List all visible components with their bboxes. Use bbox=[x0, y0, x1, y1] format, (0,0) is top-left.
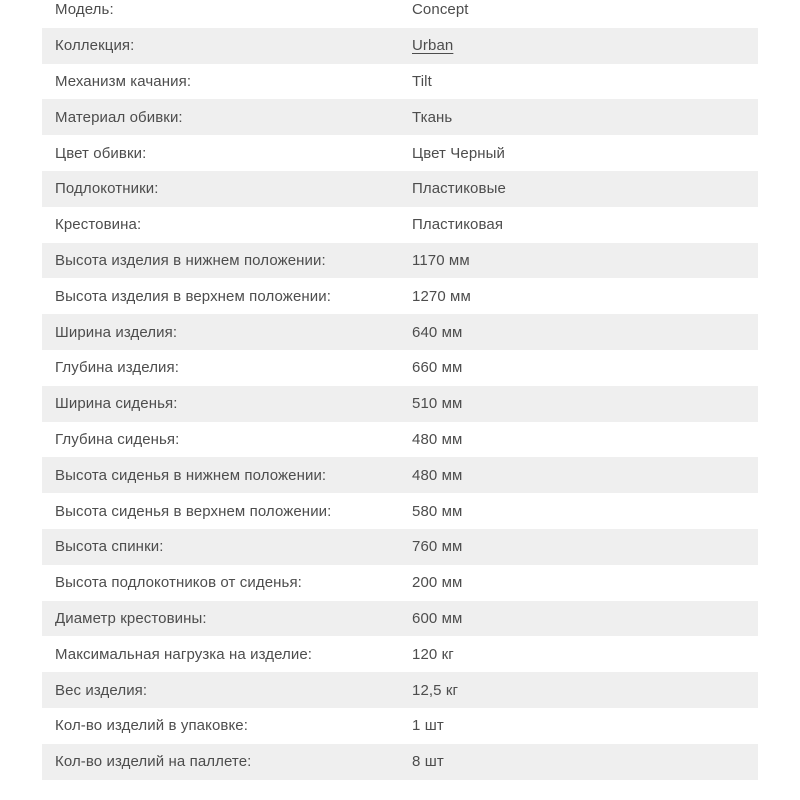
spec-label: Высота сиденья в верхнем положении: bbox=[55, 502, 332, 520]
table-row bbox=[42, 636, 758, 672]
spec-label: Крестовина: bbox=[55, 216, 142, 234]
table-row bbox=[42, 28, 758, 64]
spec-label: Материал обивки: bbox=[55, 108, 183, 126]
spec-label: Высота подлокотников от сиденья: bbox=[55, 574, 302, 592]
table-row bbox=[42, 99, 758, 135]
spec-value: 200 мм bbox=[412, 574, 463, 592]
table-row bbox=[42, 278, 758, 314]
spec-label: Высота сиденья в нижнем положении: bbox=[55, 466, 327, 484]
table-row bbox=[42, 386, 758, 422]
table-row bbox=[42, 314, 758, 350]
table-row bbox=[42, 135, 758, 171]
spec-value: 480 мм bbox=[412, 466, 463, 484]
spec-value: 120 кг bbox=[412, 645, 454, 663]
spec-label: Кол-во изделий на паллете: bbox=[55, 753, 252, 771]
spec-label: Высота изделия в нижнем положении: bbox=[55, 251, 326, 269]
spec-label: Подлокотники: bbox=[55, 180, 159, 198]
table-row bbox=[42, 171, 758, 207]
spec-value: Пластиковая bbox=[412, 216, 504, 234]
spec-value: Concept bbox=[412, 1, 469, 19]
spec-value: 600 мм bbox=[412, 609, 463, 627]
spec-label: Глубина изделия: bbox=[55, 359, 180, 377]
spec-value: Ткань bbox=[412, 108, 453, 126]
collection-link[interactable]: Urban bbox=[412, 37, 454, 55]
spec-value: 640 мм bbox=[412, 323, 463, 341]
table-row bbox=[42, 493, 758, 529]
table-row bbox=[42, 601, 758, 637]
spec-label: Коллекция: bbox=[55, 37, 135, 55]
spec-label: Кол-во изделий в упаковке: bbox=[55, 717, 248, 735]
spec-value: Пластиковые bbox=[412, 180, 506, 198]
spec-value: 1270 мм bbox=[412, 287, 471, 305]
spec-label: Диаметр крестовины: bbox=[55, 609, 207, 627]
spec-label: Вес изделия: bbox=[55, 681, 148, 699]
table-row bbox=[42, 422, 758, 458]
spec-label: Высота изделия в верхнем положении: bbox=[55, 287, 331, 305]
table-row bbox=[42, 243, 758, 279]
spec-value bbox=[412, 37, 758, 54]
spec-value: 12,5 кг bbox=[412, 681, 459, 699]
spec-label: Ширина сиденья: bbox=[55, 395, 178, 413]
spec-table bbox=[42, 0, 758, 780]
spec-value: 1 шт bbox=[412, 717, 444, 735]
table-row bbox=[42, 672, 758, 708]
table-row bbox=[42, 207, 758, 243]
table-row bbox=[42, 708, 758, 744]
spec-label: Механизм качания: bbox=[55, 72, 192, 90]
table-row bbox=[42, 457, 758, 493]
spec-label: Высота спинки: bbox=[55, 538, 164, 556]
table-row bbox=[42, 350, 758, 386]
spec-value: 8 шт bbox=[412, 753, 444, 771]
spec-label: Цвет обивки: bbox=[55, 144, 147, 162]
spec-value: 760 мм bbox=[412, 538, 463, 556]
spec-label: Максимальная нагрузка на изделие: bbox=[55, 645, 313, 663]
spec-value: Tilt bbox=[412, 72, 432, 90]
spec-label: Ширина изделия: bbox=[55, 323, 178, 341]
spec-label: Модель: bbox=[55, 1, 114, 19]
table-row bbox=[42, 565, 758, 601]
spec-value: 510 мм bbox=[412, 395, 463, 413]
table-row bbox=[42, 529, 758, 565]
spec-value: 580 мм bbox=[412, 502, 463, 520]
table-row bbox=[42, 64, 758, 100]
table-row bbox=[42, 744, 758, 780]
spec-label: Глубина сиденья: bbox=[55, 430, 180, 448]
spec-value: 1170 мм bbox=[412, 251, 470, 269]
table-row bbox=[42, 0, 758, 28]
spec-value: 480 мм bbox=[412, 430, 463, 448]
spec-value: Цвет Черный bbox=[412, 144, 506, 162]
spec-value: 660 мм bbox=[412, 359, 463, 377]
